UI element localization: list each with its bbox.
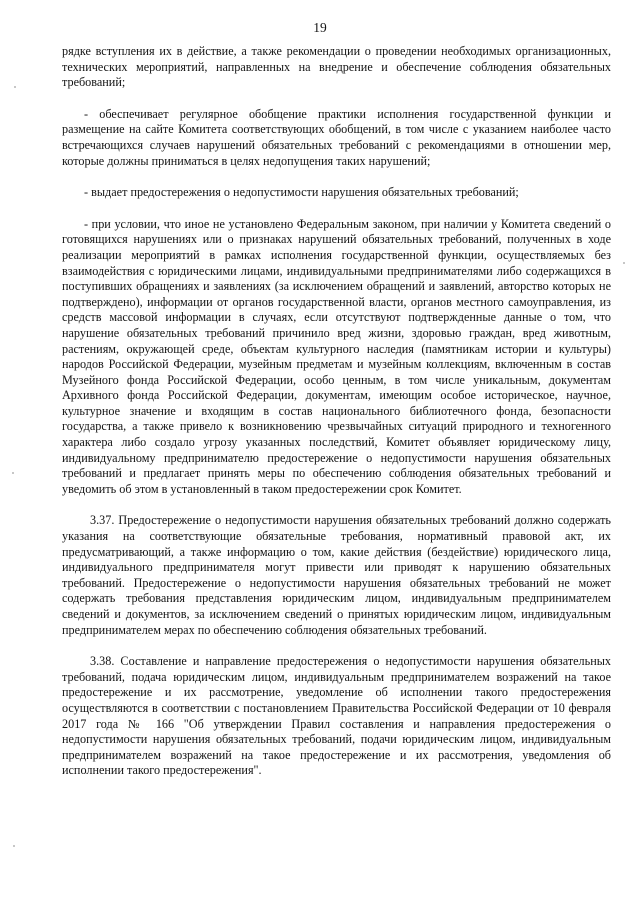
- scan-speck: [12, 472, 14, 474]
- paragraph-bullet-generalization: - обеспечивает регулярное обобщение практики исполнения государственной функции и размещение на сайте Комитета соответствующих обобщений, в том числе с указанием наиболее часто встречающихся случаев нарушений обязательных требований с рекомендациями в отношении мер, которые должны приниматься в целях недопущения таких нарушений;: [62, 106, 611, 168]
- paragraph-clause-3-37: 3.37. Предостережение о недопустимости нарушения обязательных требований должно содержать указания на соответствующие обязательные требования, нормативный правовой акт, их предусматривающий, а также информацию о том, какие действия (бездействие) юридического лица, индивидуального предпринимателя могут привести или приводят к нарушению обязательных требований. Предостережение о недопустимости нарушения обязательных требований не может содержать требования представления юридическим лицом, индивидуальным предпринимателем сведений и документов, за исключением сведений о принятых юридическим лицом, индивидуальным предпринимателем мерах по обеспечению соблюдения обязательных требований.: [62, 513, 611, 637]
- paragraph-clause-3-38: 3.38. Составление и направление предостережения о недопустимости нарушения обязательных требований, подача юридическим лицом, индивидуальным предпринимателем возражений на такое предостережение и их рассмотрение, уведомление об исполнении такого предостережения осуществляются в соответствии с постановлением Правительства Российской Федерации от 10 февраля 2017 года № 166 "Об утверждении Правил составления и направления предостережения о недопустимости нарушения обязательных требований, подачи юридическим лицом, индивидуальным предпринимателем возражений на такое предостережение и их рассмотрения, уведомления об исполнении такого предостережения".: [62, 654, 611, 778]
- scan-speck: [13, 845, 15, 847]
- paragraph-bullet-warnings: - выдает предостережения о недопустимости нарушения обязательных требований;: [84, 185, 519, 200]
- scan-speck: [623, 262, 625, 264]
- paragraph-bullet-conditions: - при условии, что иное не установлено Федеральным законом, при наличии у Комитета сведений о готовящихся нарушениях или о признаках нарушений обязательных требований, полученных в ходе реализации мероприятий в рамках исполнения государственной функции, осуществляемых без взаимодействия с юридическими лицами, индивидуальными предпринимателями либо содержащихся в поступивших обращениях и заявлениях (за исключением обращений и заявлений, авторство которых не подтверждено), информации от органов государственной власти, органов местного самоуправления, из средств массовой информации в случаях, если отсутствуют подтвержденные данные о том, что нарушение обязательных требований причинило вред жизни, здоровью граждан, вред животным, растениям, окружающей среде, объектам культурного наследия (памятникам истории и культуры) народов Российской Федерации, музейным предметам и музейным коллекциям, включенным в состав Музейного фонда Российской Федерации, особо ценным, в том числе уникальным, документам Архивного фонда Российской Федерации, документам, имеющим особое историческое, научное, культурное значение и входящим в состав национального библиотечного фонда, безопасности государства, а также привело к возникновению чрезвычайных ситуаций природного и техногенного характера либо создало угрозу указанных последствий, Комитет объявляет юридическому лицу, индивидуальному предпринимателю предостережение о недопустимости нарушения обязательных требований и предлагает принять меры по обеспечению соблюдения обязательных требований и уведомить об этом в установленный в таком предостережении срок Комитет.: [62, 216, 611, 496]
- document-body: [62, 44, 611, 795]
- paragraph-continuation: рядке вступления их в действие, а также рекомендации о проведении необходимых организационных, технических мероприятий, направленных на внедрение и обеспечение соблюдения обязательных требований;: [62, 44, 611, 90]
- scan-speck: [14, 86, 16, 88]
- page-number: 19: [313, 20, 327, 35]
